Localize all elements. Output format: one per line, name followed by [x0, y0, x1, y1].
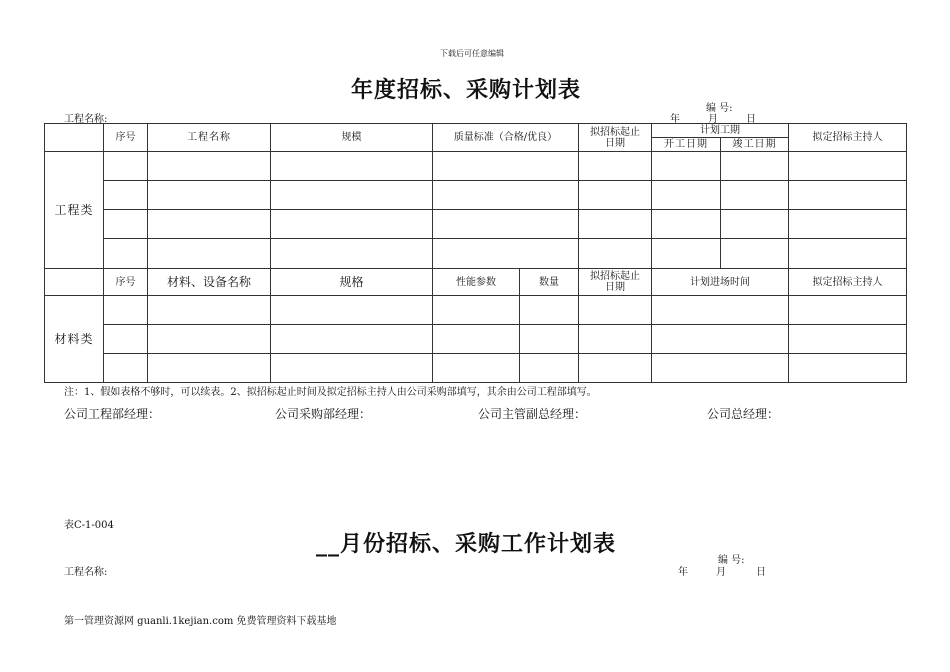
- table-cell[interactable]: [579, 239, 652, 269]
- header-seq: 序号: [104, 269, 148, 296]
- header-note: 下载后可任意编辑: [440, 49, 504, 58]
- header-finish-date: 竣工日期: [721, 138, 789, 152]
- table-cell[interactable]: [433, 181, 579, 210]
- table-cell[interactable]: [433, 152, 579, 181]
- header-seq: 序号: [104, 124, 148, 152]
- table-cell[interactable]: [520, 296, 579, 325]
- table-cell[interactable]: [433, 354, 520, 383]
- form-code: 表C-1-004: [64, 520, 114, 531]
- table-cell[interactable]: [271, 210, 433, 239]
- table-cell[interactable]: [104, 296, 148, 325]
- table-cell[interactable]: [271, 152, 433, 181]
- table-cell[interactable]: [721, 152, 789, 181]
- table-cell[interactable]: [721, 239, 789, 269]
- table-cell[interactable]: [579, 325, 652, 354]
- header-arrival-time: 计划进场时间: [652, 269, 789, 296]
- monthly-date-month-label: 月: [716, 567, 726, 578]
- table-cell[interactable]: [433, 296, 520, 325]
- table-cell[interactable]: [520, 325, 579, 354]
- table-cell[interactable]: [579, 181, 652, 210]
- table-cell[interactable]: [652, 152, 721, 181]
- header-spec: 规格: [271, 269, 433, 296]
- table-cell[interactable]: [721, 181, 789, 210]
- table-cell[interactable]: [104, 354, 148, 383]
- table-cell[interactable]: [148, 296, 271, 325]
- table-cell[interactable]: [104, 325, 148, 354]
- table-cell[interactable]: [104, 210, 148, 239]
- monthly-date-year-label: 年: [678, 567, 688, 578]
- signature-procurement-manager: 公司采购部经理：: [275, 407, 372, 421]
- table-cell[interactable]: [579, 210, 652, 239]
- monthly-project-name-label: 工程名称:: [64, 567, 108, 578]
- monthly-date-day-label: 日: [756, 567, 766, 578]
- table-cell[interactable]: [789, 325, 907, 354]
- table-cell[interactable]: [721, 210, 789, 239]
- blank-cell: [45, 269, 104, 296]
- table-cell[interactable]: [652, 239, 721, 269]
- header-quantity: 数量: [520, 269, 579, 296]
- category-materials: 材料类: [45, 296, 104, 383]
- table-cell[interactable]: [148, 354, 271, 383]
- project-name-label: 工程名称:: [64, 114, 108, 125]
- table-cell[interactable]: [579, 354, 652, 383]
- table-cell[interactable]: [148, 210, 271, 239]
- table-cell[interactable]: [579, 152, 652, 181]
- header-project-name: 工程名称: [148, 124, 271, 152]
- header-scale: 规模: [271, 124, 433, 152]
- table-cell[interactable]: [433, 325, 520, 354]
- signature-deputy-gm: 公司主管副总经理：: [478, 407, 587, 421]
- table-cell[interactable]: [789, 181, 907, 210]
- header-quality-standard: 质量标准（合格/优良）: [433, 124, 579, 152]
- table-cell[interactable]: [271, 325, 433, 354]
- table-cell[interactable]: [148, 239, 271, 269]
- header-tender-host: 拟定招标主持人: [789, 269, 907, 296]
- form-number-label: 编 号:: [706, 103, 733, 114]
- table-cell[interactable]: [520, 354, 579, 383]
- table-cell[interactable]: [652, 296, 789, 325]
- header-material-name: 材料、设备名称: [148, 269, 271, 296]
- monthly-form-number-label: 编 号:: [718, 555, 745, 566]
- corner-cell: [45, 124, 104, 152]
- table-cell[interactable]: [652, 181, 721, 210]
- table-cell[interactable]: [104, 152, 148, 181]
- table-cell[interactable]: [148, 152, 271, 181]
- footer-source: 第一管理资源网 guanli.1kejian.com 免费管理资料下载基地: [64, 616, 337, 627]
- header-performance: 性能参数: [433, 269, 520, 296]
- table-cell[interactable]: [104, 239, 148, 269]
- table-cell[interactable]: [789, 210, 907, 239]
- table-cell[interactable]: [789, 239, 907, 269]
- header-tender-host: 拟定招标主持人: [789, 124, 907, 152]
- monthly-plan-title: __月份招标、采购工作计划表: [316, 532, 617, 557]
- table-cell[interactable]: [148, 325, 271, 354]
- header-tender-dates: 拟招标起止 日期: [579, 269, 652, 296]
- table-cell[interactable]: [789, 152, 907, 181]
- date-month-label: 月: [708, 114, 718, 125]
- category-engineering: 工程类: [45, 152, 104, 269]
- table-cell[interactable]: [148, 181, 271, 210]
- table-cell[interactable]: [433, 239, 579, 269]
- annual-plan-title: 年度招标、采购计划表: [351, 78, 582, 103]
- table-cell[interactable]: [271, 181, 433, 210]
- table-cell[interactable]: [271, 239, 433, 269]
- signature-engineering-manager: 公司工程部经理：: [64, 407, 161, 421]
- table-cell[interactable]: [789, 296, 907, 325]
- table-cell[interactable]: [271, 354, 433, 383]
- table-cell[interactable]: [652, 210, 721, 239]
- table-cell[interactable]: [652, 354, 789, 383]
- header-planned-duration: 计划工期: [652, 124, 789, 138]
- date-year-label: 年: [670, 114, 680, 125]
- table-cell[interactable]: [433, 210, 579, 239]
- table-cell[interactable]: [789, 354, 907, 383]
- header-tender-dates: 拟招标起止 日期: [579, 124, 652, 152]
- table-note: 注：1、假如表格不够时，可以续表。2、拟招标起止时间及拟定招标主持人由公司采购部填写，其余由公司工程部填写。: [64, 387, 597, 398]
- signature-general-manager: 公司总经理：: [707, 407, 780, 421]
- date-day-label: 日: [746, 114, 756, 125]
- table-cell[interactable]: [579, 296, 652, 325]
- table-cell[interactable]: [271, 296, 433, 325]
- header-start-date: 开工日期: [652, 138, 721, 152]
- table-cell[interactable]: [652, 325, 789, 354]
- annual-plan-table: [44, 123, 907, 383]
- table-cell[interactable]: [104, 181, 148, 210]
